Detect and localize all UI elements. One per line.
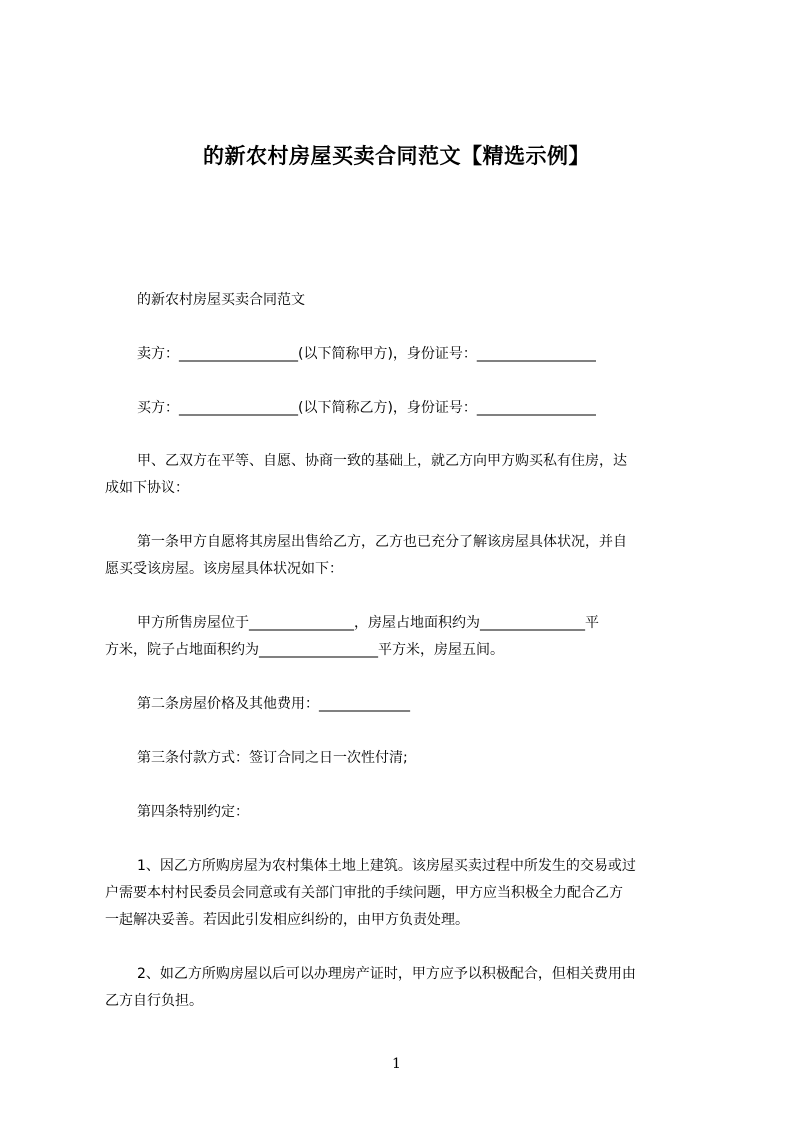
article-3: 第三条付款方式：签订合同之日一次性付清; xyxy=(137,750,408,766)
preamble-line-1: 甲、乙双方在平等、自愿、协商一致的基础上，就乙方向甲方购买私有住房，达 xyxy=(137,453,627,469)
contract-heading: 的新农村房屋买卖合同范文 xyxy=(137,292,305,308)
preamble-line-2: 成如下协议： xyxy=(105,480,189,496)
seller-line: 卖方：_________________(以下简称甲方)，身份证号：_________________ xyxy=(137,346,596,362)
page-number: 1 xyxy=(392,1056,401,1072)
clause-1-line-1: 1、因乙方所购房屋为农村集体土地上建筑。该房屋买卖过程中所发生的交易或过 xyxy=(137,858,636,874)
location-line-2: 方米，院子占地面积约为_________________平方米，房屋五间。 xyxy=(105,642,504,658)
clause-2-line-2: 乙方自行负担。 xyxy=(105,993,203,1009)
document-title: 的新农村房屋买卖合同范文【精选示例】 xyxy=(203,144,590,168)
clause-1-line-3: 一起解决妥善。若因此引发相应纠纷的，由甲方负责处理。 xyxy=(105,912,469,928)
clause-1-line-2: 户需要本村村民委员会同意或有关部门审批的手续问题，甲方应当积极全力配合乙方 xyxy=(105,885,623,901)
article-1-line-2: 愿买受该房屋。该房屋具体状况如下： xyxy=(105,561,343,577)
article-1-line-1: 第一条甲方自愿将其房屋出售给乙方，乙方也已充分了解该房屋具体状况，并自 xyxy=(137,534,627,550)
clause-2-line-1: 2、如乙方所购房屋以后可以办理房产证时，甲方应予以积极配合，但相关费用由 xyxy=(137,966,636,982)
location-line-1: 甲方所售房屋位于_______________，房屋占地面积约为_______________平 xyxy=(137,615,599,631)
buyer-line: 买方：_________________(以下简称乙方)，身份证号：_________________ xyxy=(137,400,596,416)
article-4: 第四条特别约定： xyxy=(137,804,249,820)
article-2: 第二条房屋价格及其他费用：_____________ xyxy=(137,696,410,712)
